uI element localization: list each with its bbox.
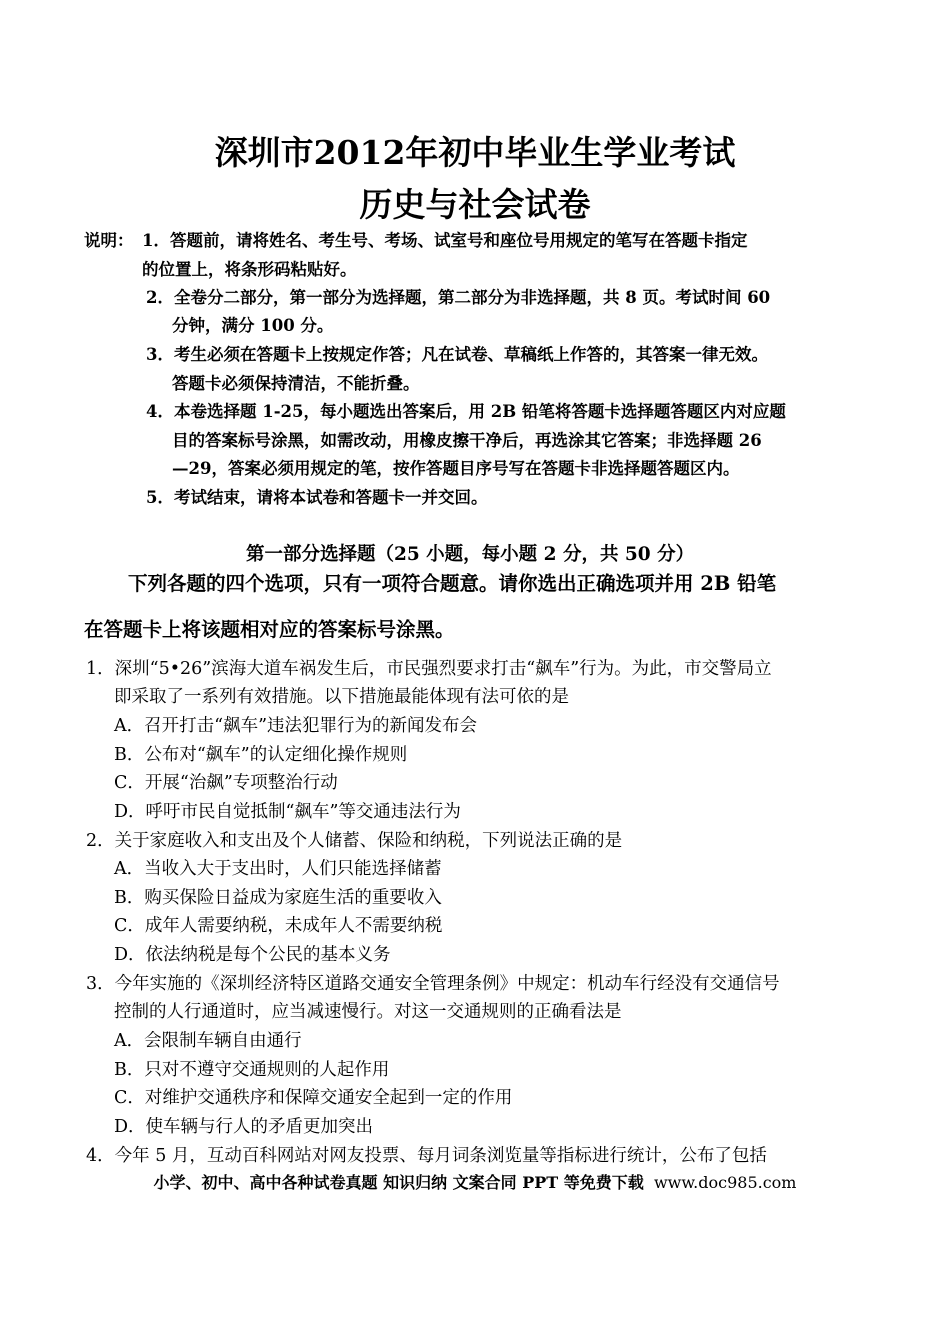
question-1-option-d: D．呼吁市民自觉抵制“飙车”等交通违法行为	[114, 802, 461, 822]
instruction-1-line-1: 1．答题前，请将姓名、考生号、考场、试室号和座位号用规定的笔写在答题卡指定	[142, 231, 748, 250]
question-1-option-a: A．召开打击“飙车”违法犯罪行为的新闻发布会	[114, 716, 478, 736]
question-1-option-b: B．公布对“飙车”的认定细化操作规则	[114, 745, 408, 765]
part1-heading: 第一部分选择题（25 小题，每小题 2 分，共 50 分）	[246, 544, 695, 565]
instructions-label: 说明：	[84, 231, 134, 250]
instruction-1-line-2: 的位置上，将条形码粘贴好。	[142, 260, 357, 279]
question-1-stem-line-1: 1．深圳“5•26”滨海大道车祸发生后，市民强烈要求打击“飙车”行为。为此，市交警局立	[86, 659, 772, 679]
instruction-4-line-2: 目的答案标号涂黑，如需改动，用橡皮擦干净后，再选涂其它答案；非选择题 26	[172, 431, 762, 450]
question-3-option-b: B．只对不遵守交通规则的人起作用	[114, 1060, 390, 1080]
question-1-option-c: C．开展“治飙”专项整治行动	[114, 773, 338, 793]
instruction-4-line-3: —29，答案必须用规定的笔，按作答题目序号写在答题卡非选择题答题区内。	[172, 459, 740, 478]
question-1-stem-line-2: 即采取了一系列有效措施。以下措施最能体现有法可依的是	[114, 687, 569, 707]
page-footer	[0, 1172, 950, 1194]
instruction-5-line-1: 5．考试结束，请将本试卷和答题卡一并交回。	[146, 488, 488, 507]
question-3-stem-line-2: 控制的人行通道时，应当减速慢行。对这一交通规则的正确看法是	[114, 1002, 622, 1022]
part1-direction-line-2: 在答题卡上将该题相对应的答案标号涂黑。	[84, 618, 455, 641]
question-2-option-d: D．依法纳税是每个公民的基本义务	[114, 945, 391, 965]
instruction-2-line-1: 2．全卷分二部分，第一部分为选择题，第二部分为非选择题，共 8 页。考试时间 60	[146, 288, 771, 307]
exam-subtitle: 历史与社会试卷	[359, 185, 591, 224]
instruction-4-line-1: 4．本卷选择题 1-25，每小题选出答案后，用 2B 铅笔将答题卡选择题答题区内对应题	[146, 402, 786, 421]
question-4-stem-line-1: 4．今年 5 月，互动百科网站对网友投票、每月词条浏览量等指标进行统计，公布了包括	[86, 1146, 767, 1166]
question-3-option-a: A．会限制车辆自由通行	[114, 1031, 302, 1051]
question-2-option-a: A．当收入大于支出时，人们只能选择储蓄	[114, 859, 442, 879]
instruction-2-line-2: 分钟，满分 100 分。	[172, 316, 334, 335]
question-2-option-c: C．成年人需要纳税，未成年人不需要纳税	[114, 916, 443, 936]
question-3-option-c: C．对维护交通秩序和保障交通安全起到一定的作用	[114, 1088, 513, 1108]
part1-direction-line-1: 下列各题的四个选项，只有一项符合题意。请你选出正确选项并用 2B 铅笔	[128, 572, 777, 595]
question-3-stem-line-1: 3．今年实施的《深圳经济特区道路交通安全管理条例》中规定：机动车行经没有交通信号	[86, 974, 780, 994]
footer-text: 小学、初中、高中各种试卷真题 知识归纳 文案合同 PPT 等免费下载	[153, 1173, 644, 1192]
question-3-option-d: D．使车辆与行人的矛盾更加突出	[114, 1117, 374, 1137]
instruction-3-line-1: 3．考生必须在答题卡上按规定作答；凡在试卷、草稿纸上作答的，其答案一律无效。	[146, 345, 768, 364]
instruction-3-line-2: 答题卡必须保持清洁，不能折叠。	[172, 374, 420, 393]
question-2-option-b: B．购买保险日益成为家庭生活的重要收入	[114, 888, 442, 908]
exam-title: 深圳市2012年初中毕业生学业考试	[214, 133, 736, 172]
question-2-stem-line-1: 2．关于家庭收入和支出及个人储蓄、保险和纳税，下列说法正确的是	[86, 831, 623, 851]
footer-url[interactable]: www.doc985.com	[653, 1173, 797, 1192]
